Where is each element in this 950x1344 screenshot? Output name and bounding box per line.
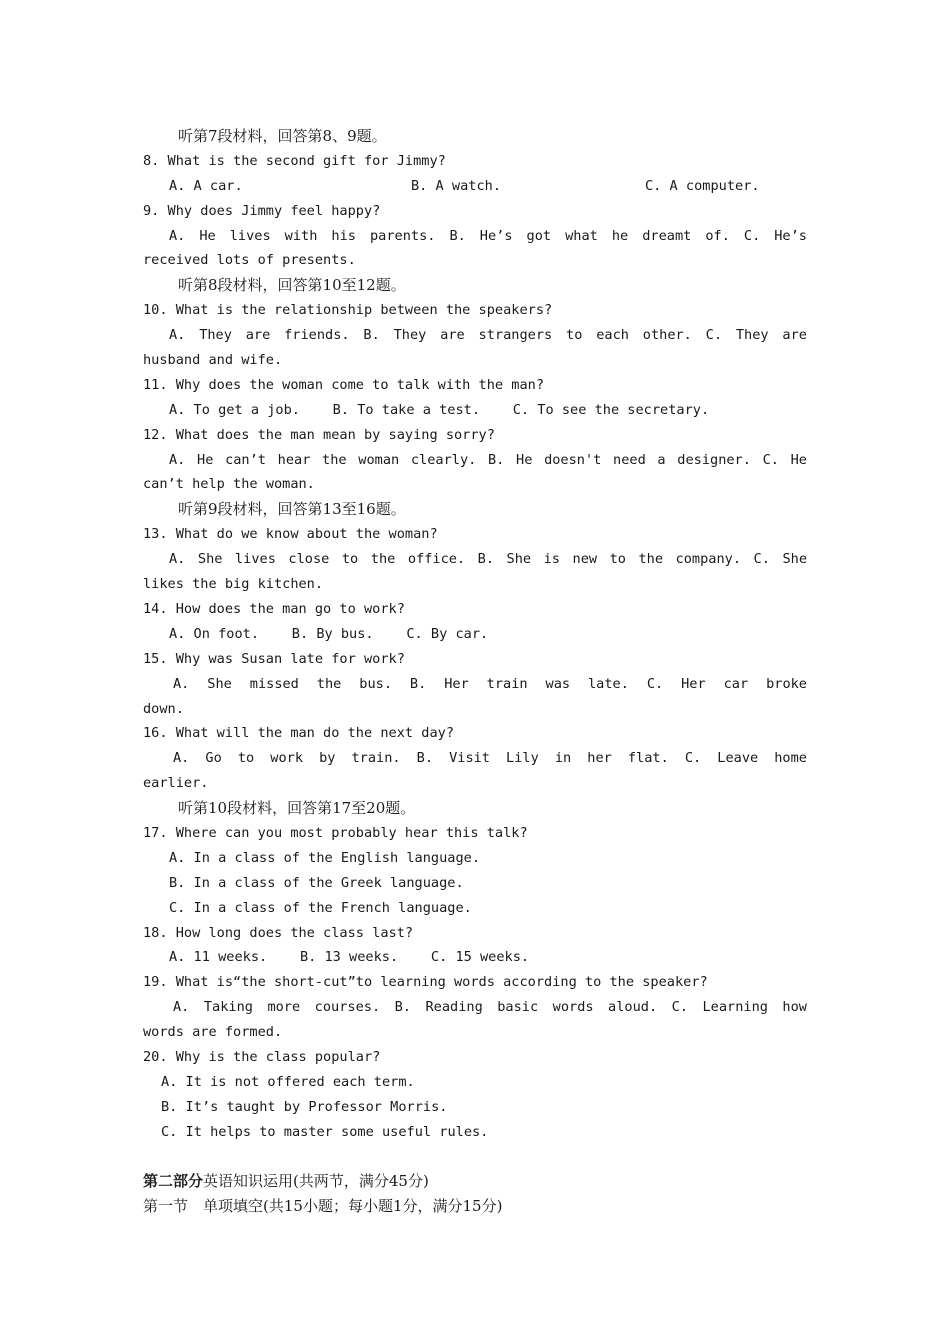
question-18-options: A. 11 weeks. B. 13 weeks. C. 15 weeks. xyxy=(169,949,530,966)
question-17-option-c: C. In a class of the French language. xyxy=(169,899,472,916)
question-10-options-cont: husband and wife. xyxy=(143,352,283,369)
question-15-stem: 15. Why was Susan late for work? xyxy=(143,650,405,667)
question-17-stem: 17. Where can you most probably hear this talk? xyxy=(143,824,528,841)
question-10-stem: 10. What is the relationship between the speakers? xyxy=(143,302,553,319)
question-13-options-cont: likes the big kitchen. xyxy=(143,576,324,593)
section-heading-9: 听第9段材料，回答第13至16题。 xyxy=(178,500,406,519)
question-11-stem: 11. Why does the woman come to talk with the man? xyxy=(143,376,545,393)
question-16-stem: 16. What will the man do the next day? xyxy=(143,725,454,742)
option-a: A. A car. xyxy=(169,177,243,194)
option-c: C. A computer. xyxy=(645,177,760,194)
question-20-option-c: C. It helps to master some useful rules. xyxy=(161,1123,489,1140)
question-19-stem: 19. What is“the short-cut”to learning words according to the speaker? xyxy=(143,974,708,991)
question-8-stem: 8. What is the second gift for Jimmy? xyxy=(143,152,446,169)
question-20-stem: 20. Why is the class popular? xyxy=(143,1048,381,1065)
question-11-options: A. To get a job. B. To take a test. C. To see the secretary. xyxy=(169,401,710,418)
section-heading-10: 听第10段材料，回答第17至20题。 xyxy=(178,799,416,818)
question-17-option-b: B. In a class of the Greek language. xyxy=(169,874,464,891)
part-two-title: 英语知识运用(共两节，满分45分) xyxy=(203,1172,429,1191)
option-b: B. A watch. xyxy=(411,177,502,194)
part-two-section-one-heading: 第一节 单项填空(共15小题；每小题1分，满分15分) xyxy=(143,1197,503,1216)
question-12-options-cont: can’t help the woman. xyxy=(143,476,315,493)
question-19-options-cont: words are formed. xyxy=(143,1024,283,1041)
part-two-label: 第二部分 xyxy=(143,1172,204,1191)
section-heading-8: 听第8段材料，回答第10至12题。 xyxy=(178,276,406,295)
question-15-options-cont: down. xyxy=(143,700,184,717)
question-20-option-a: A. It is not offered each term. xyxy=(161,1073,415,1090)
question-20-option-b: B. It’s taught by Professor Morris. xyxy=(161,1098,448,1115)
question-19-options: A. Taking more courses. B. Reading basic words aloud. C. Learning how xyxy=(173,999,807,1016)
exam-page xyxy=(143,124,807,1219)
question-12-options: A. He can’t hear the woman clearly. B. He doesn't need a designer. C. He xyxy=(169,451,807,468)
question-12-stem: 12. What does the man mean by saying sorry? xyxy=(143,426,495,443)
question-9-options-cont: received lots of presents. xyxy=(143,252,356,269)
question-18-stem: 18. How long does the class last? xyxy=(143,924,414,941)
part-two-heading xyxy=(143,1169,807,1194)
question-15-options: A. She missed the bus. B. Her train was late. C. Her car broke xyxy=(173,675,807,692)
question-17-option-a: A. In a class of the English language. xyxy=(169,849,480,866)
question-13-stem: 13. What do we know about the woman? xyxy=(143,526,438,543)
question-13-options: A. She lives close to the office. B. She is new to the company. C. She xyxy=(169,551,807,568)
section-heading-7: 听第7段材料，回答第8、9题。 xyxy=(178,127,387,145)
question-8-options xyxy=(143,174,807,199)
question-14-options: A. On foot. B. By bus. C. By car. xyxy=(169,625,489,642)
question-9-options: A. He lives with his parents. B. He’s got what he dreamt of. C. He’s xyxy=(169,227,807,244)
spacer xyxy=(143,1145,807,1170)
question-9-stem: 9. Why does Jimmy feel happy? xyxy=(143,202,381,219)
question-16-options: A. Go to work by train. B. Visit Lily in her flat. C. Leave home xyxy=(173,750,807,767)
question-16-options-cont: earlier. xyxy=(143,775,209,792)
question-14-stem: 14. How does the man go to work? xyxy=(143,600,405,617)
question-10-options: A. They are friends. B. They are strangers to each other. C. They are xyxy=(169,327,807,344)
